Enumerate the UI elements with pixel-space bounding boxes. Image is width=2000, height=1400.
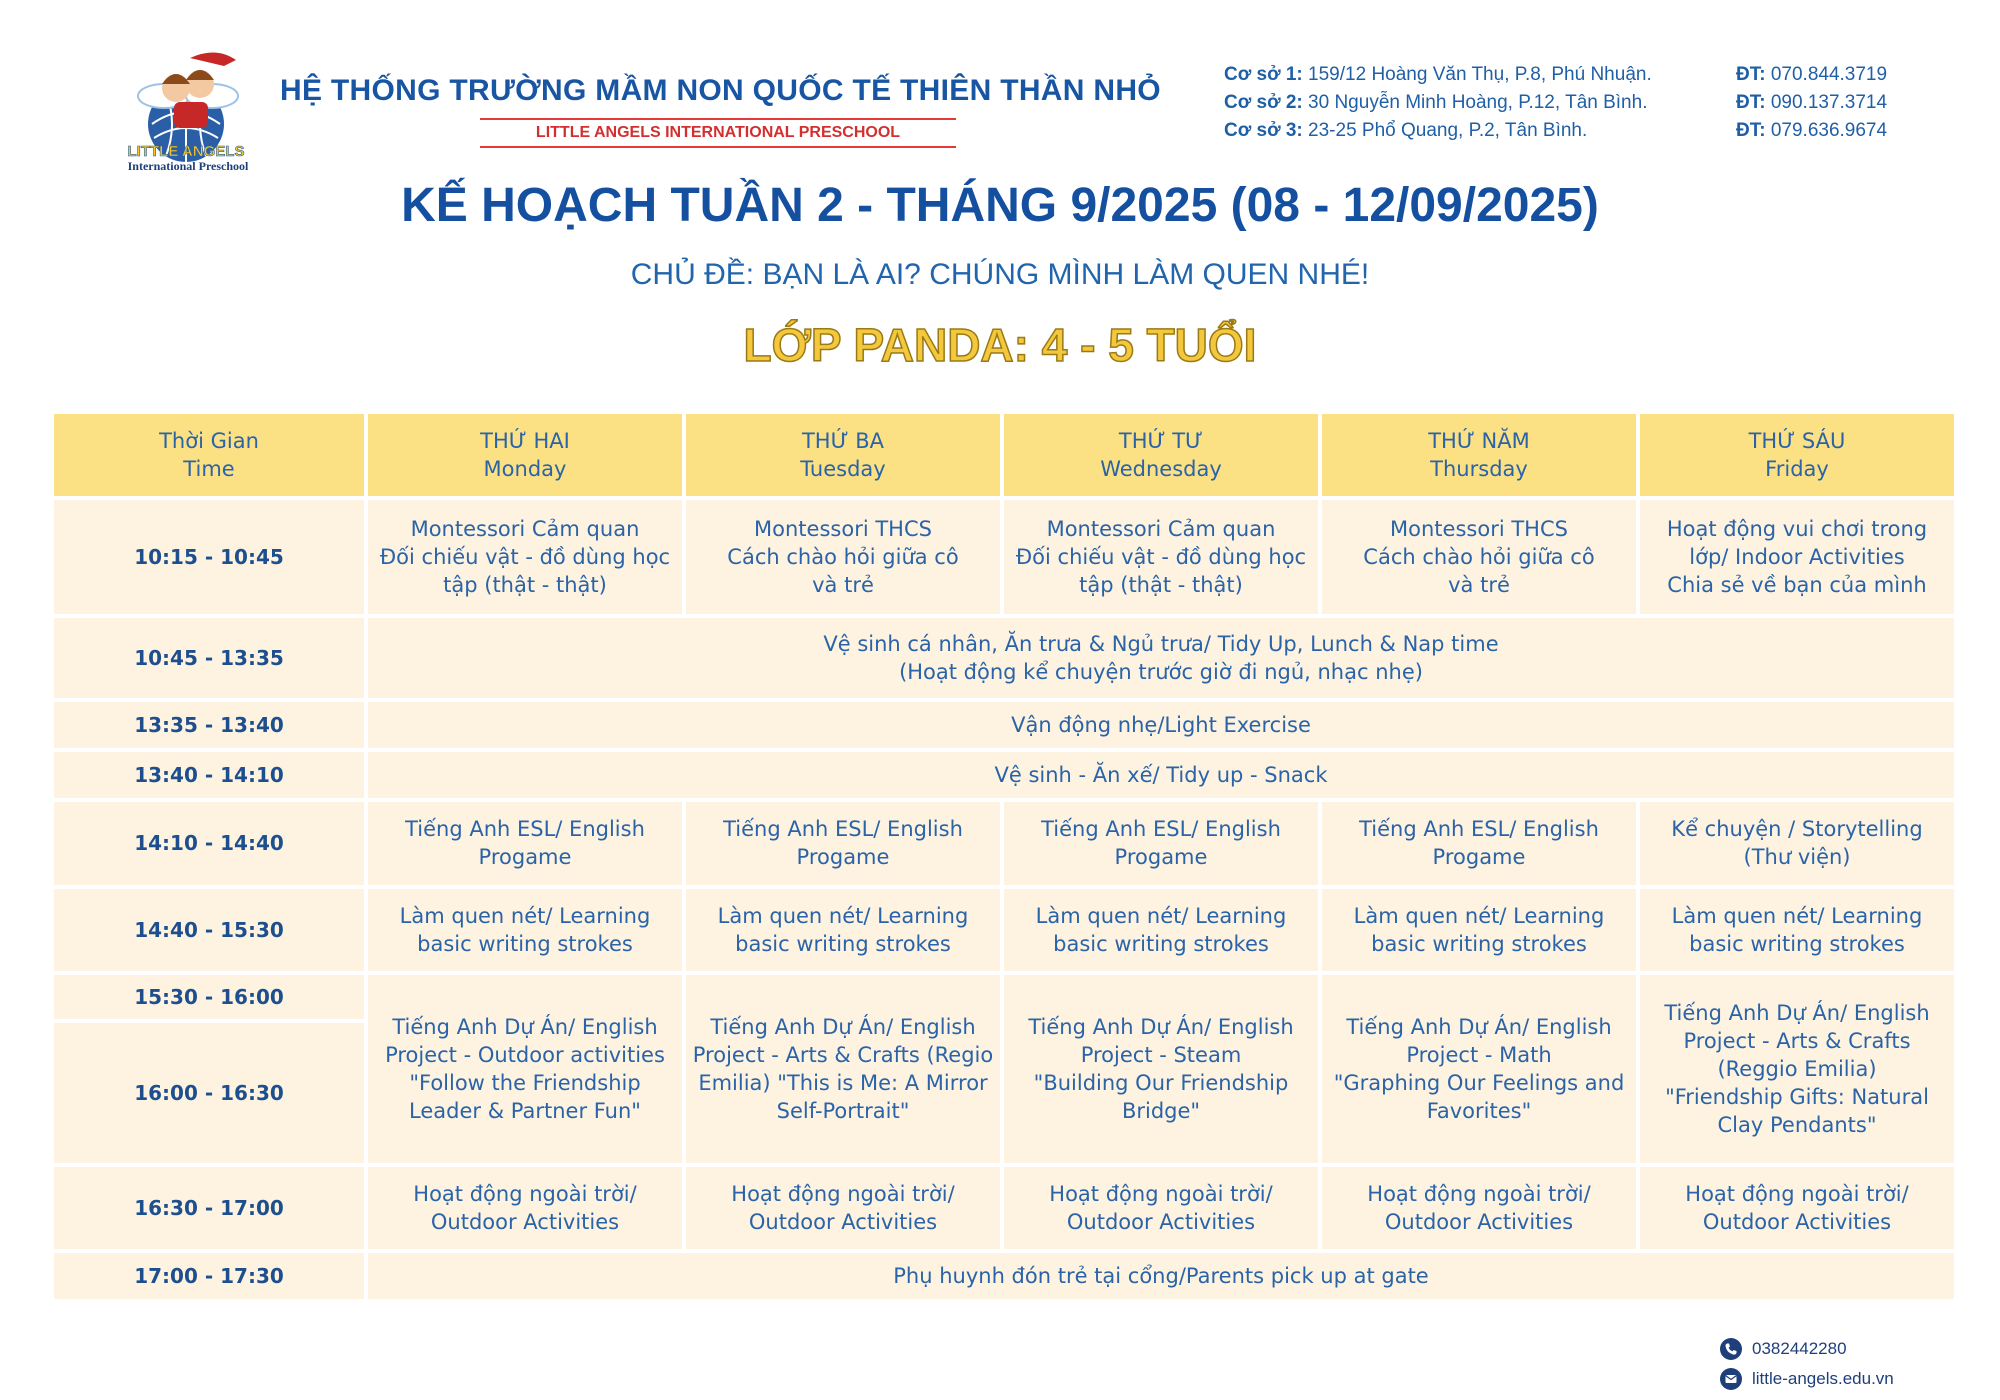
mail-icon xyxy=(1720,1368,1742,1390)
contact-website xyxy=(1720,1364,1894,1394)
campus-address-text: 23-25 Phổ Quang, P.2, Tân Bình. xyxy=(1308,120,1588,141)
campus-1 xyxy=(1224,64,1887,92)
campus-phone xyxy=(1736,64,1887,92)
logo-subtext: International Preschool xyxy=(127,159,249,172)
campus-phone-number: 070.844.3719 xyxy=(1770,64,1888,85)
campus-address-text: 30 Nguyễn Minh Hoàng, P.12, Tân Bình. xyxy=(1308,92,1648,113)
table-row xyxy=(54,975,1954,1019)
time-cell: 13:40 - 14:10 xyxy=(54,752,364,798)
activity-cell: Vận động nhẹ/Light Exercise xyxy=(368,702,1954,748)
activity-cell: Montessori THCS Cách chào hỏi giữa cô và trẻ xyxy=(1322,500,1636,614)
table-row xyxy=(54,889,1954,971)
campus-3 xyxy=(1224,120,1887,148)
school-logo xyxy=(96,40,276,172)
time-cell: 16:00 - 16:30 xyxy=(54,1023,364,1163)
campus-2 xyxy=(1224,92,1887,120)
activity-cell: Hoạt động ngoài trời/ Outdoor Activities xyxy=(1322,1167,1636,1249)
campus-phone-number: 079.636.9674 xyxy=(1770,120,1888,141)
contact-website-link[interactable]: little-angels.edu.vn xyxy=(1752,1369,1894,1388)
activity-cell: Hoạt động vui chơi trong lớp/ Indoor Activities Chia sẻ về bạn của mình xyxy=(1640,500,1954,614)
campus-label: Cơ sở 1: xyxy=(1224,64,1303,85)
header-tuesday: THỨ BA Tuesday xyxy=(686,414,1000,496)
class-name: LỚP PANDA: 4 - 5 TUỔI xyxy=(743,319,1257,371)
activity-cell: Hoạt động ngoài trời/ Outdoor Activities xyxy=(368,1167,682,1249)
table-row xyxy=(54,702,1954,748)
header-thursday: THỨ NĂM Thursday xyxy=(1322,414,1636,496)
header-monday: THỨ HAI Monday xyxy=(368,414,682,496)
activity-cell: Hoạt động ngoài trời/ Outdoor Activities xyxy=(686,1167,1000,1249)
table-row xyxy=(54,802,1954,884)
phone-label: ĐT: xyxy=(1736,120,1766,141)
activity-cell: Montessori Cảm quan Đối chiếu vật - đồ dùng học tập (thật - thật) xyxy=(1004,500,1318,614)
campus-phone xyxy=(1736,120,1887,148)
time-cell: 13:35 - 13:40 xyxy=(54,702,364,748)
activity-cell: Montessori THCS Cách chào hỏi giữa cô và trẻ xyxy=(686,500,1000,614)
table-row xyxy=(54,1253,1954,1299)
activity-cell: Làm quen nét/ Learning basic writing strokes xyxy=(686,889,1000,971)
campus-address xyxy=(1224,92,1736,120)
activity-cell: Tiếng Anh ESL/ English Progame xyxy=(686,802,1000,884)
activity-cell: Làm quen nét/ Learning basic writing strokes xyxy=(1004,889,1318,971)
phone-label: ĐT: xyxy=(1736,92,1766,113)
campus-label: Cơ sở 3: xyxy=(1224,120,1303,141)
contact-phone-number: 0382442280 xyxy=(1752,1339,1847,1358)
phone-label: ĐT: xyxy=(1736,64,1766,85)
plan-title: KẾ HOẠCH TUẦN 2 - THÁNG 9/2025 (08 - 12/09/2025) xyxy=(401,179,1599,232)
activity-cell: Tiếng Anh Dự Án/ English Project - Outdoor activities "Follow the Friendship Leader & Partner Fun" xyxy=(368,975,682,1163)
table-row xyxy=(54,618,1954,698)
campus-address xyxy=(1224,64,1736,92)
activity-cell: Tiếng Anh Dự Án/ English Project - Arts & Crafts (Regio Emilia) "This is Me: A Mirror Self-Portrait" xyxy=(686,975,1000,1163)
activity-cell: Hoạt động ngoài trời/ Outdoor Activities xyxy=(1640,1167,1954,1249)
campus-phone-number: 090.137.3714 xyxy=(1770,92,1888,113)
activity-cell: Vệ sinh cá nhân, Ăn trưa & Ngủ trưa/ Tidy Up, Lunch & Nap time (Hoạt động kể chuyện trước giờ đi ngủ, nhạc nhẹ) xyxy=(368,618,1954,698)
activity-cell: Tiếng Anh ESL/ English Progame xyxy=(368,802,682,884)
activity-cell: Tiếng Anh ESL/ English Progame xyxy=(1004,802,1318,884)
campus-address xyxy=(1224,120,1736,148)
time-cell: 17:00 - 17:30 xyxy=(54,1253,364,1299)
weekly-timetable xyxy=(50,410,1958,1303)
campus-phone xyxy=(1736,92,1887,120)
phone-icon xyxy=(1720,1338,1742,1360)
contact-phone xyxy=(1720,1334,1894,1364)
activity-cell: Kể chuyện / Storytelling (Thư viện) xyxy=(1640,802,1954,884)
activity-cell: Làm quen nét/ Learning basic writing strokes xyxy=(1640,889,1954,971)
logo-wordmark: LITTLE ANGELS xyxy=(127,143,245,160)
activity-cell: Phụ huynh đón trẻ tại cổng/Parents pick up at gate xyxy=(368,1253,1954,1299)
table-row xyxy=(54,500,1954,614)
time-cell: 14:40 - 15:30 xyxy=(54,889,364,971)
campus-address-text: 159/12 Hoàng Văn Thụ, P.8, Phú Nhuận. xyxy=(1308,64,1652,85)
activity-cell: Làm quen nét/ Learning basic writing strokes xyxy=(368,889,682,971)
activity-cell: Hoạt động ngoài trời/ Outdoor Activities xyxy=(1004,1167,1318,1249)
time-cell: 14:10 - 14:40 xyxy=(54,802,364,884)
school-subtitle-block xyxy=(480,118,956,148)
campus-label: Cơ sở 2: xyxy=(1224,92,1303,113)
header-wednesday: THỨ TƯ Wednesday xyxy=(1004,414,1318,496)
time-cell: 15:30 - 16:00 xyxy=(54,975,364,1019)
activity-cell: Làm quen nét/ Learning basic writing strokes xyxy=(1322,889,1636,971)
table-row xyxy=(54,1167,1954,1249)
school-name: HỆ THỐNG TRƯỜNG MẦM NON QUỐC TẾ THIÊN THẦN NHỎ xyxy=(280,74,1161,107)
time-cell: 10:45 - 13:35 xyxy=(54,618,364,698)
activity-cell: Tiếng Anh Dự Án/ English Project - Arts & Crafts (Reggio Emilia) "Friendship Gifts: Natural Clay Pendants" xyxy=(1640,975,1954,1163)
school-subtitle: LITTLE ANGELS INTERNATIONAL PRESCHOOL xyxy=(535,124,901,141)
theme-heading: CHỦ ĐỀ: BẠN LÀ AI? CHÚNG MÌNH LÀM QUEN NHÉ! xyxy=(630,258,1370,291)
header-friday: THỨ SÁU Friday xyxy=(1640,414,1954,496)
activity-cell: Tiếng Anh Dự Án/ English Project - Math "Graphing Our Feelings and Favorites" xyxy=(1322,975,1636,1163)
activity-cell: Vệ sinh - Ăn xế/ Tidy up - Snack xyxy=(368,752,1954,798)
activity-cell: Montessori Cảm quan Đối chiếu vật - đồ dùng học tập (thật - thật) xyxy=(368,500,682,614)
activity-cell: Tiếng Anh Dự Án/ English Project - Steam "Building Our Friendship Bridge" xyxy=(1004,975,1318,1163)
table-header-row xyxy=(54,414,1954,496)
time-cell: 16:30 - 17:00 xyxy=(54,1167,364,1249)
activity-cell: Tiếng Anh ESL/ English Progame xyxy=(1322,802,1636,884)
contact-info xyxy=(1720,1334,1894,1394)
header-time: Thời Gian Time xyxy=(54,414,364,496)
time-cell: 10:15 - 10:45 xyxy=(54,500,364,614)
divider-bottom xyxy=(480,146,956,148)
table-row xyxy=(54,752,1954,798)
campus-list xyxy=(1224,64,1887,148)
